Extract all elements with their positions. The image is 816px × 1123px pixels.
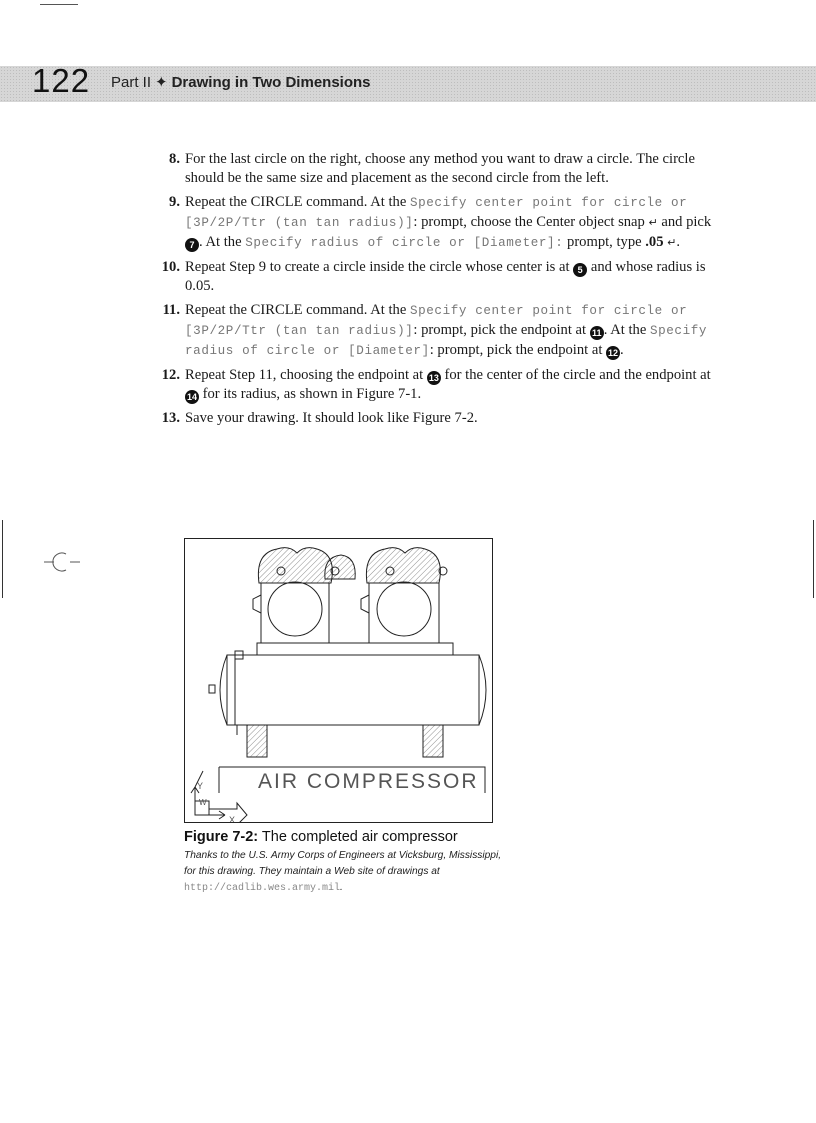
step-number: 8.	[169, 151, 180, 167]
callout-number-icon: 12	[608, 348, 619, 358]
part-label: Part II	[111, 74, 152, 91]
command-prompt-text: Specify center point for circle or [3P/2P/Ttr (tan tan radius)]	[185, 304, 688, 338]
step-item	[160, 301, 720, 361]
step-item	[160, 258, 720, 296]
step-text: : prompt, pick the endpoint at	[429, 342, 607, 358]
command-prompt-text: Specify center point for circle or [3P/2P/Ttr (tan tan radius)]	[185, 196, 688, 230]
caption-label: Figure 7-2:	[184, 829, 259, 845]
step-item	[160, 409, 720, 428]
cylinder-head-left	[258, 548, 440, 583]
page-number: 122	[32, 62, 91, 99]
typed-value: .05	[645, 234, 664, 250]
step-text: .	[676, 234, 681, 250]
step-text: : prompt, choose the Center object snap	[413, 214, 649, 230]
step-text: Repeat the CIRCLE command. At the	[185, 302, 410, 318]
diamond-separator-icon: ✦	[155, 74, 168, 91]
step-number: 10.	[161, 259, 180, 275]
caption-title	[184, 829, 514, 845]
step-text: .	[620, 342, 624, 358]
credit-url-link[interactable]: http://cadlib.wes.army.mil	[184, 883, 341, 894]
step-number: 11.	[162, 302, 180, 318]
chapter-title: Drawing in Two Dimensions	[171, 74, 371, 91]
step-text: and pick	[657, 214, 712, 230]
caption-text: The completed air compressor	[261, 829, 458, 845]
step-text: . At the	[603, 322, 650, 338]
ucs-y-label: Y	[197, 781, 204, 791]
ucs-x-label: X	[229, 815, 236, 822]
callout-number-icon: 7	[185, 238, 199, 252]
registration-mark-icon	[42, 550, 82, 574]
callout-number-icon: 5	[573, 263, 587, 277]
step-text: Repeat Step 11, choosing the endpoint at	[185, 367, 427, 383]
step-number: 13.	[161, 410, 180, 426]
enter-key-icon: ↵	[667, 236, 677, 249]
credit-end: .	[340, 882, 343, 893]
step-number: 12.	[161, 367, 180, 383]
step-list	[160, 150, 720, 433]
step-item	[160, 193, 720, 253]
left-margin-bar	[2, 520, 3, 598]
step-text: Repeat Step 9 to create a circle inside the circle whose center is at	[185, 259, 574, 275]
ucs-w-label: W	[199, 798, 207, 807]
right-margin-bar	[813, 520, 814, 598]
top-rule	[40, 4, 78, 5]
drawing-title: AIR COMPRESSOR	[258, 770, 479, 793]
step-text: prompt, type	[563, 234, 646, 250]
running-head	[111, 73, 371, 91]
command-prompt-text: Specify radius of circle or [Diameter]	[185, 324, 708, 358]
step-text: for the center of the circle and the endpoint at	[440, 367, 711, 383]
step-text: . At the	[199, 234, 246, 250]
step-text: Repeat the CIRCLE command. At the	[185, 194, 410, 210]
step-text: Save your drawing. It should look like Figure 7-2.	[185, 410, 478, 426]
credit-text: Thanks to the U.S. Army Corps of Engineers at Vicksburg, Mississippi, for this drawing. They maintain a Web site of drawings at	[184, 850, 502, 877]
figure-caption	[184, 829, 514, 897]
enter-key-icon: ↵	[648, 216, 658, 229]
step-item	[160, 366, 720, 404]
step-number: 9.	[169, 194, 180, 210]
callout-number-icon: 13	[428, 373, 439, 383]
step-text: and whose radius is 0.05.	[185, 259, 706, 294]
command-prompt-text: Specify radius of circle or [Diameter]:	[245, 236, 564, 250]
step-item	[160, 150, 720, 188]
figure-credit	[184, 848, 514, 897]
step-text: for its radius, as shown in Figure 7-1.	[199, 386, 422, 402]
callout-number-icon: 11	[590, 326, 604, 340]
step-text: : prompt, pick the endpoint at	[413, 322, 590, 338]
step-text: For the last circle on the right, choose any method you want to draw a circle. The circle should be the same size and placement as the second circle from the left.	[185, 151, 695, 186]
callout-number-icon: 14	[186, 392, 197, 402]
